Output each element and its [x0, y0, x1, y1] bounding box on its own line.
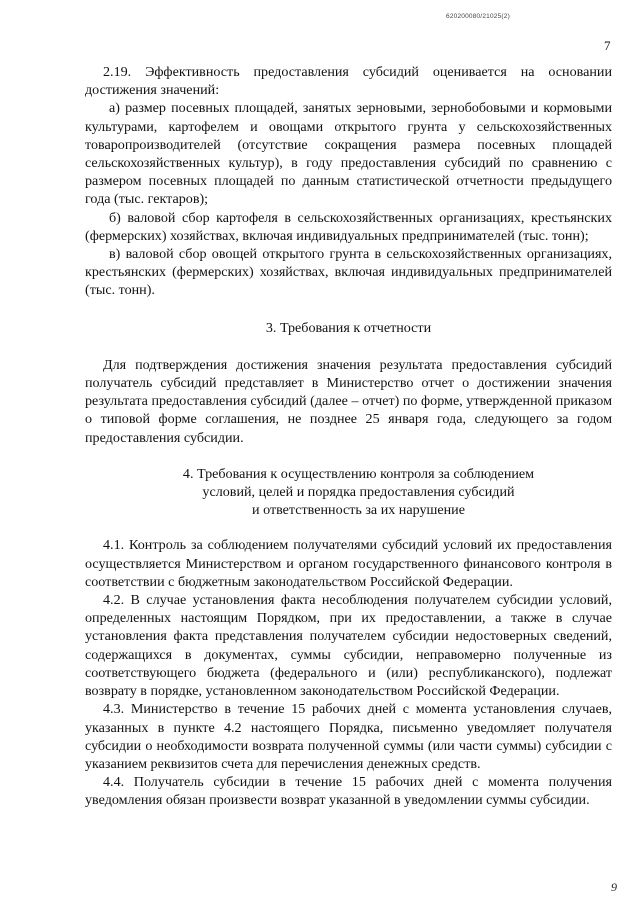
- page-number: 7: [604, 38, 611, 53]
- section-4-heading-line-2: условий, целей и порядка предоставления субсидий: [202, 484, 515, 501]
- section-3-heading: 3. Требования к отчетности: [265, 319, 432, 336]
- section-4-heading-line-3: и ответственность за их нарушение: [252, 502, 465, 519]
- clause-2-19-item-a: а) размер посевных площадей, занятых зерновыми, зернобобовыми и кормовыми культурами, картофелем и овощами открытого грунта у сельскохозяйственных товаропроизводителей (отсутствие сокращения размера посевных площадей сельскохозяйственных культур), в году предоставления субсидий по сравнению с размером посевных площадей по данным статистической отчетности предыдущего года (тыс. гектаров);: [85, 100, 612, 208]
- document-code: 620200080/21025(2): [446, 13, 510, 20]
- clause-4-3: 4.3. Министерство в течение 15 рабочих дней с момента установления случаев, указанных в пункте 4.2 настоящего Порядка, письменно уведомляет получателя субсидии о необходимости возврата полученной суммы (или части суммы) субсидии с указанием реквизитов счета для перечисления денежных средств.: [85, 701, 612, 772]
- clause-4-1: 4.1. Контроль за соблюдением получателями субсидий условий их предоставления осуществляется Министерством и органом государственного финансового контроля в соответствии с бюджетным законодательством Российской Федерации.: [85, 537, 612, 590]
- document-body: [85, 63, 612, 810]
- margin-mark: 9: [611, 880, 617, 894]
- clause-4-4: 4.4. Получатель субсидии в течение 15 рабочих дней с момента получения уведомления обязан произвести возврат указанной в уведомлении суммы субсидии.: [85, 774, 612, 809]
- section-4-heading: [85, 465, 612, 520]
- clause-2-19-intro: 2.19. Эффективность предоставления субсидий оценивается на основании достижения значений:: [85, 64, 612, 99]
- clause-4-2: 4.2. В случае установления факта несоблюдения получателем субсидии условий, определенных настоящим Порядком, при их предоставлении, а также в случае установления факта представления получателем субсидии недостоверных сведений, содержащихся в документах, суммы субсидии, неправомерно полученные из соответствующего бюджета (федерального и (или) республиканского), подлежат возврату в порядке, установленном законодательством Российской Федерации.: [85, 592, 612, 700]
- clause-2-19-item-v: в) валовой сбор овощей открытого грунта в сельскохозяйственных организациях, крестьянских (фермерских) хозяйствах, включая индивидуальных предпринимателей (тыс. тонн).: [85, 246, 612, 299]
- section-3-body: Для подтверждения достижения значения результата предоставления субсидий получатель субсидий представляет в Министерство отчет о достижении значения результата предоставления субсидий (далее – отчет) по форме, утвержденной приказом о типовой форме соглашения, не позднее 25 января года, следующего за годом предоставления субсидии.: [85, 356, 612, 446]
- section-4-heading-line-1: 4. Требования к осуществлению контроля за соблюдением: [182, 465, 535, 482]
- clause-2-19-item-b: б) валовой сбор картофеля в сельскохозяйственных организациях, крестьянских (фермерских) хозяйствах, включая индивидуальных предпринимателей (тыс. тонн);: [85, 209, 612, 244]
